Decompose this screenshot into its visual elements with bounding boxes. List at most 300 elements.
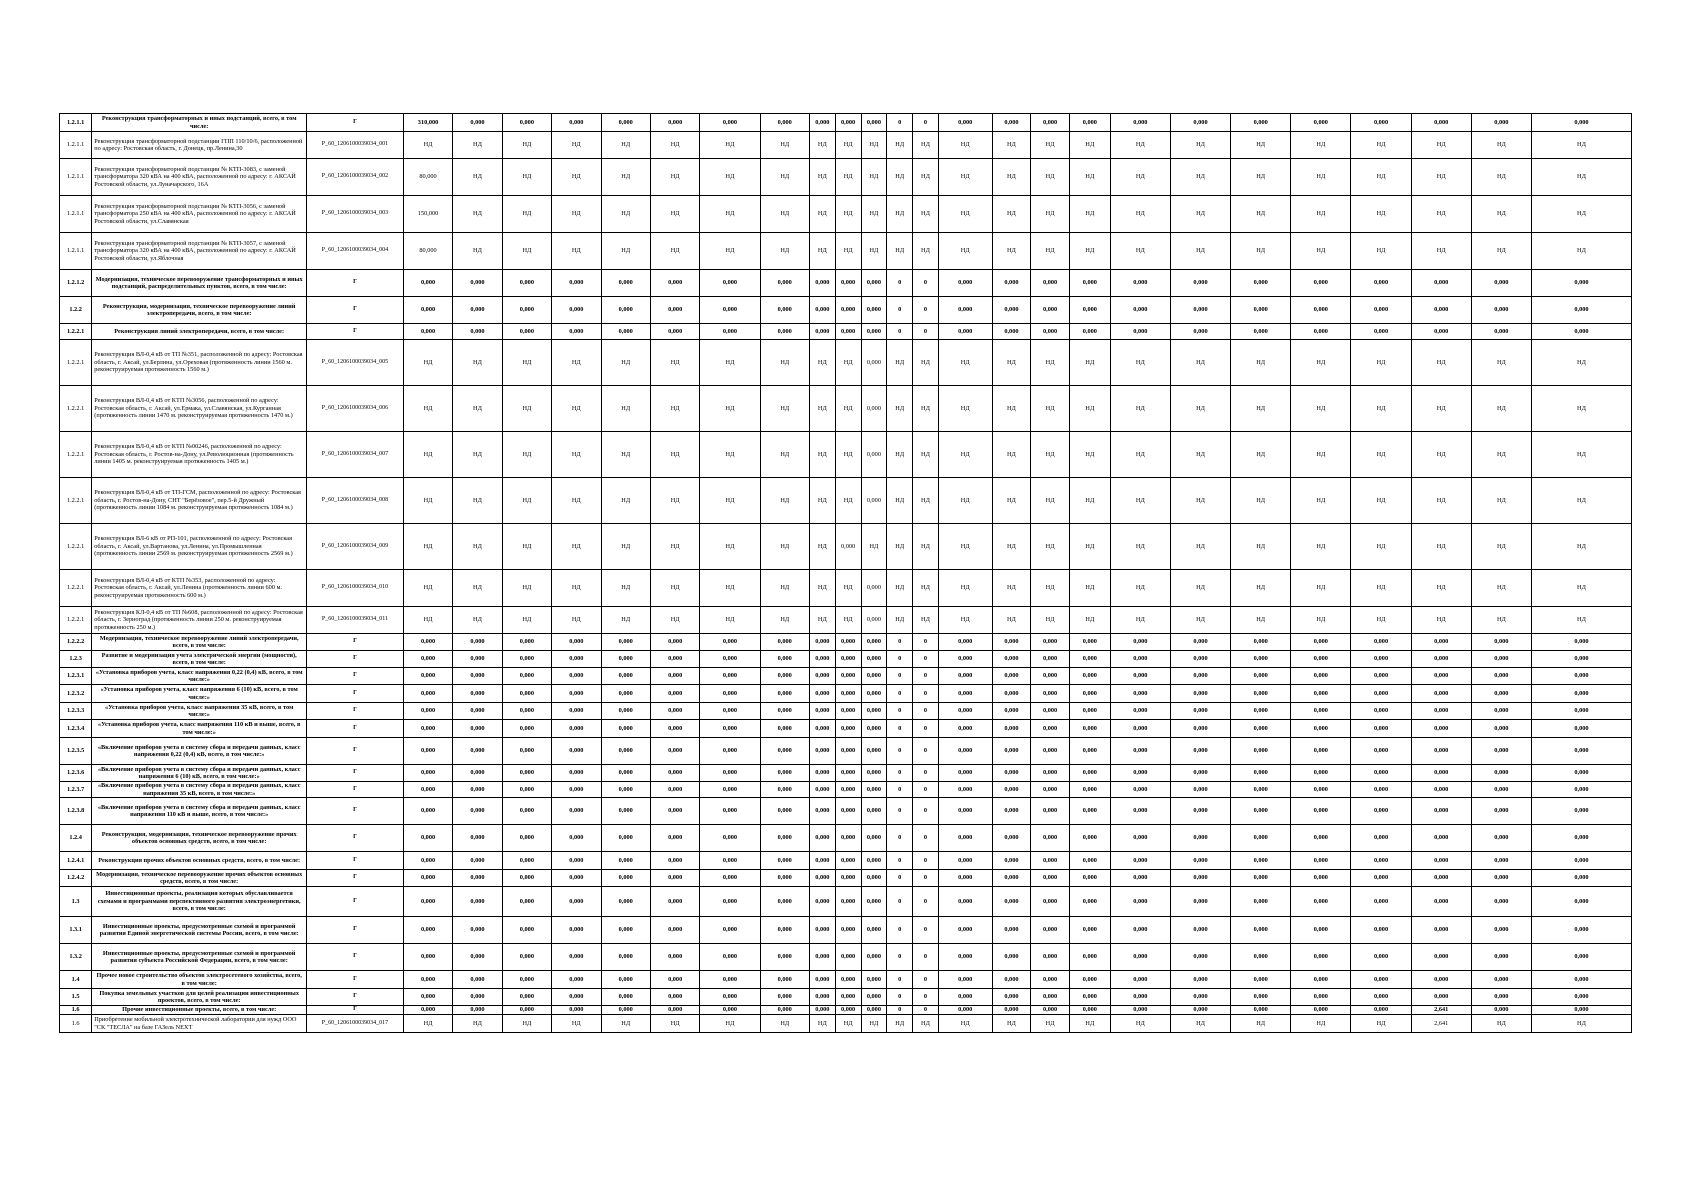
value-cell: 0,000 [1411, 944, 1471, 971]
value-cell: НД [1351, 386, 1411, 432]
value-cell: НД [809, 478, 835, 524]
value-cell: 0,000 [938, 720, 992, 738]
row-number: 1.2.2.1 [60, 432, 92, 478]
value-cell: 0,000 [1531, 270, 1631, 297]
value-cell: НД [552, 478, 601, 524]
value-cell: НД [938, 386, 992, 432]
value-cell: 0,000 [861, 782, 887, 798]
project-code: Г [307, 944, 404, 971]
value-cell: 0 [913, 765, 939, 782]
value-cell: НД [1069, 233, 1110, 270]
value-cell: 0 [887, 720, 913, 738]
value-cell: НД [1351, 233, 1411, 270]
value-cell: 0,000 [835, 324, 861, 340]
value-cell: НД [992, 132, 1031, 159]
project-name: Реконструкция трансформаторной подстанции № КТП-3056, с заменой трансформатора 250 кВА на 400 кВА, расположенной по адресу: г. АКСАЙ Ростовской области, ул.Славянская [92, 196, 307, 233]
value-cell: НД [403, 432, 452, 478]
value-cell: 0,000 [700, 720, 760, 738]
value-cell: 0 [913, 668, 939, 685]
value-cell: НД [913, 432, 939, 478]
value-cell: НД [453, 607, 502, 634]
value-cell: НД [1069, 524, 1110, 570]
value-cell: 0,000 [1110, 651, 1170, 668]
value-cell: 0,000 [552, 917, 601, 944]
value-cell: 0,000 [1411, 720, 1471, 738]
value-cell: 0,000 [601, 798, 650, 825]
value-cell: НД [913, 233, 939, 270]
value-cell: 0,000 [1231, 887, 1291, 917]
value-cell: 0,000 [861, 340, 887, 386]
project-name: Развитие и модернизация учета электрической энергии (мощности), всего, в том числе: [92, 651, 307, 668]
project-name: Модернизация, техническое перевооружение линий электропередачи, всего, в том числе: [92, 634, 307, 651]
value-cell: 0,000 [1231, 971, 1291, 989]
value-cell: 0,000 [1471, 870, 1531, 887]
value-cell: 0,000 [700, 765, 760, 782]
value-cell: 0 [887, 887, 913, 917]
value-cell: 0,000 [938, 782, 992, 798]
value-cell: НД [835, 386, 861, 432]
value-cell: 0,000 [1110, 971, 1170, 989]
value-cell: 0,000 [1031, 870, 1070, 887]
value-cell: НД [1031, 196, 1070, 233]
value-cell: 0,000 [1351, 887, 1411, 917]
value-cell: НД [650, 524, 699, 570]
value-cell: 0,000 [835, 524, 861, 570]
value-cell: 0,000 [809, 738, 835, 765]
value-cell: НД [1170, 570, 1230, 607]
value-cell: 0,000 [1110, 324, 1170, 340]
value-cell: НД [992, 233, 1031, 270]
value-cell: 0,000 [1351, 870, 1411, 887]
value-cell: 0,000 [1231, 738, 1291, 765]
value-cell: НД [835, 478, 861, 524]
table-row [60, 233, 1632, 270]
value-cell: 0,000 [938, 703, 992, 720]
project-name: «Установка приборов учета, класс напряжения 0,22 (0,4) кВ, всего, в том числе:» [92, 668, 307, 685]
value-cell: 0,000 [760, 870, 809, 887]
table-row [60, 607, 1632, 634]
value-cell: 0,000 [1531, 765, 1631, 782]
value-cell: 0,000 [1351, 114, 1411, 132]
value-cell: НД [1531, 159, 1631, 196]
value-cell: 0,000 [1069, 798, 1110, 825]
value-cell: НД [1411, 524, 1471, 570]
value-cell: 0,000 [1110, 1006, 1170, 1015]
value-cell: 0,000 [403, 870, 452, 887]
value-cell: НД [502, 607, 551, 634]
value-cell: 0,000 [760, 1006, 809, 1015]
value-cell: 0,000 [403, 1006, 452, 1015]
value-cell: 0 [913, 944, 939, 971]
value-cell: 0,000 [403, 720, 452, 738]
project-code: Г [307, 634, 404, 651]
value-cell: 0,000 [601, 634, 650, 651]
value-cell: 0,000 [552, 944, 601, 971]
value-cell: НД [835, 607, 861, 634]
value-cell: 0 [887, 651, 913, 668]
table-row [60, 114, 1632, 132]
value-cell: 0,000 [938, 270, 992, 297]
project-name: Реконструкция, модернизация, техническое перевооружение линий электропередачи, всего, в том числе: [92, 297, 307, 324]
value-cell: НД [835, 159, 861, 196]
table-row [60, 944, 1632, 971]
value-cell: НД [760, 570, 809, 607]
value-cell: 0,000 [1291, 720, 1351, 738]
project-code: Г [307, 703, 404, 720]
project-name: Покупка земельных участков для целей реализации инвестиционных проектов, всего, в том числе: [92, 989, 307, 1006]
value-cell: НД [760, 132, 809, 159]
value-cell: НД [1170, 386, 1230, 432]
table-row [60, 971, 1632, 989]
value-cell: 0,000 [1351, 651, 1411, 668]
value-cell: 0,000 [992, 634, 1031, 651]
value-cell: 0,000 [502, 825, 551, 852]
value-cell: 0,000 [835, 825, 861, 852]
table-row [60, 651, 1632, 668]
value-cell: 0,000 [1531, 703, 1631, 720]
value-cell: 0,000 [552, 798, 601, 825]
project-name: «Установка приборов учета, класс напряжения 35 кВ, всего, в том числе:» [92, 703, 307, 720]
value-cell: 0,000 [992, 917, 1031, 944]
project-name: Реконструкция ВЛ-0,4 кВ от КТП №3056, расположенной по адресу: Ростовская область, г. Аксай, ул.Ермака, ул.Славянская, ул.Курганная (протяженность линии 1470 м. реконструируемая протяженность 1470 м.) [92, 386, 307, 432]
value-cell: 0,000 [502, 270, 551, 297]
value-cell: 0,000 [1531, 870, 1631, 887]
value-cell: 0,000 [835, 971, 861, 989]
value-cell: НД [502, 1015, 551, 1033]
value-cell: 0,000 [1531, 825, 1631, 852]
value-cell: НД [1170, 607, 1230, 634]
value-cell: НД [861, 524, 887, 570]
value-cell: НД [938, 233, 992, 270]
value-cell: 0,000 [650, 870, 699, 887]
row-number: 1.2.3.5 [60, 738, 92, 765]
value-cell: 0,000 [835, 685, 861, 703]
value-cell: НД [1069, 570, 1110, 607]
project-name: Модернизация, техническое перевооружение прочих объектов основных средств, всего, в том числе: [92, 870, 307, 887]
value-cell: НД [552, 524, 601, 570]
value-cell: 0,000 [700, 782, 760, 798]
row-number: 1.3.2 [60, 944, 92, 971]
table-row [60, 887, 1632, 917]
value-cell: 0 [913, 852, 939, 870]
value-cell: 0,000 [601, 668, 650, 685]
value-cell: 0,000 [700, 685, 760, 703]
value-cell: 0,000 [1471, 782, 1531, 798]
value-cell: 0,000 [760, 782, 809, 798]
value-cell: 0,000 [1411, 917, 1471, 944]
value-cell: НД [938, 340, 992, 386]
value-cell: 0,000 [1471, 852, 1531, 870]
value-cell: НД [913, 386, 939, 432]
value-cell: 0,000 [1231, 917, 1291, 944]
table-row [60, 989, 1632, 1006]
value-cell: 0,000 [1069, 270, 1110, 297]
value-cell: 0,000 [1069, 651, 1110, 668]
value-cell: 0,000 [861, 703, 887, 720]
value-cell: НД [1231, 132, 1291, 159]
value-cell: НД [700, 570, 760, 607]
value-cell: 0,000 [1031, 270, 1070, 297]
value-cell: 0,000 [938, 738, 992, 765]
value-cell: 0,000 [938, 825, 992, 852]
value-cell: НД [601, 607, 650, 634]
value-cell: 150,000 [403, 196, 452, 233]
row-number: 1.6 [60, 1015, 92, 1033]
value-cell: 0,000 [1110, 798, 1170, 825]
value-cell: 0,000 [1411, 852, 1471, 870]
value-cell: 0,000 [1471, 825, 1531, 852]
value-cell: 0,000 [861, 432, 887, 478]
value-cell: 0,000 [453, 668, 502, 685]
value-cell: 0,000 [938, 917, 992, 944]
row-number: 1.2.4.1 [60, 852, 92, 870]
value-cell: НД [601, 1015, 650, 1033]
table-row [60, 524, 1632, 570]
value-cell: 0,000 [861, 765, 887, 782]
value-cell: 0,000 [809, 852, 835, 870]
value-cell: 0,000 [1231, 703, 1291, 720]
value-cell: 0,000 [1351, 1006, 1411, 1015]
table-row [60, 870, 1632, 887]
value-cell: 0,000 [601, 917, 650, 944]
value-cell: НД [1471, 432, 1531, 478]
value-cell: 0,000 [835, 870, 861, 887]
value-cell: НД [1471, 570, 1531, 607]
value-cell: 0,000 [1069, 324, 1110, 340]
value-cell: 0,000 [809, 703, 835, 720]
value-cell: 0,000 [1291, 944, 1351, 971]
row-number: 1.2.2 [60, 297, 92, 324]
value-cell: НД [1291, 570, 1351, 607]
value-cell: 0,000 [835, 297, 861, 324]
value-cell: НД [1351, 196, 1411, 233]
value-cell: 0,000 [552, 782, 601, 798]
value-cell: 0,000 [1291, 651, 1351, 668]
value-cell: 0 [913, 324, 939, 340]
value-cell: 0,000 [809, 971, 835, 989]
value-cell: 0,000 [861, 324, 887, 340]
value-cell: НД [1031, 524, 1070, 570]
value-cell: НД [1231, 432, 1291, 478]
value-cell: 0,000 [403, 782, 452, 798]
value-cell: 0,000 [809, 765, 835, 782]
project-code: Г [307, 917, 404, 944]
value-cell: 0,000 [601, 685, 650, 703]
value-cell: НД [502, 432, 551, 478]
value-cell: НД [1291, 386, 1351, 432]
value-cell: 0,000 [938, 765, 992, 782]
value-cell: 0,000 [1170, 297, 1230, 324]
value-cell: НД [809, 524, 835, 570]
table-row [60, 270, 1632, 297]
value-cell: НД [835, 340, 861, 386]
value-cell: 0,000 [403, 989, 452, 1006]
value-cell: НД [1170, 196, 1230, 233]
value-cell: НД [1471, 607, 1531, 634]
value-cell: 0,000 [861, 1006, 887, 1015]
value-cell: НД [1110, 524, 1170, 570]
value-cell: 0,000 [760, 297, 809, 324]
value-cell: 0,000 [760, 971, 809, 989]
value-cell: 0,000 [760, 798, 809, 825]
value-cell: 0,000 [552, 668, 601, 685]
table-row [60, 132, 1632, 159]
value-cell: НД [913, 196, 939, 233]
value-cell: НД [938, 1015, 992, 1033]
value-cell: 0,000 [1411, 738, 1471, 765]
project-name: Реконструкция трансформаторной подстанции № КТП-3083, с заменой трансформатора 320 кВА на 400 кВА, расположенной по адресу: г. АКСАЙ Ростовской области, ул.Луначарского, 16А [92, 159, 307, 196]
value-cell: 0,000 [1170, 324, 1230, 340]
value-cell: 0,000 [1411, 114, 1471, 132]
value-cell: 0 [887, 825, 913, 852]
value-cell: НД [887, 524, 913, 570]
project-code: P_60_1206100039034_007 [307, 432, 404, 478]
value-cell: 0,000 [650, 324, 699, 340]
table-row [60, 917, 1632, 944]
value-cell: 0,000 [700, 825, 760, 852]
value-cell: 0,000 [1110, 634, 1170, 651]
value-cell: 0,000 [760, 738, 809, 765]
value-cell: НД [1110, 570, 1170, 607]
value-cell: 0 [887, 270, 913, 297]
value-cell: 0,000 [1031, 917, 1070, 944]
value-cell: 0,000 [1471, 685, 1531, 703]
value-cell: 0,000 [1531, 114, 1631, 132]
value-cell: НД [1231, 524, 1291, 570]
value-cell: 0,000 [552, 989, 601, 1006]
row-number: 1.2.1.1 [60, 114, 92, 132]
value-cell: 0,000 [403, 887, 452, 917]
value-cell: 0,000 [1471, 720, 1531, 738]
table-row [60, 634, 1632, 651]
value-cell: 0,000 [992, 798, 1031, 825]
value-cell: 0,000 [700, 798, 760, 825]
project-code: Г [307, 887, 404, 917]
value-cell: 0,000 [1170, 917, 1230, 944]
value-cell: 0 [913, 651, 939, 668]
value-cell: 0,000 [601, 887, 650, 917]
value-cell: НД [1291, 607, 1351, 634]
value-cell: 0,000 [1110, 720, 1170, 738]
value-cell: 0,000 [992, 1006, 1031, 1015]
value-cell: 0,000 [1069, 944, 1110, 971]
value-cell: 0,000 [835, 1006, 861, 1015]
project-name: Реконструкция прочих объектов основных средств, всего, в том числе: [92, 852, 307, 870]
value-cell: НД [1531, 132, 1631, 159]
value-cell: НД [700, 196, 760, 233]
value-cell: 0,000 [861, 651, 887, 668]
value-cell: НД [601, 196, 650, 233]
value-cell: 0,000 [453, 917, 502, 944]
value-cell: 0,000 [453, 798, 502, 825]
value-cell: НД [861, 233, 887, 270]
value-cell: 0,000 [1471, 917, 1531, 944]
value-cell: 0 [913, 917, 939, 944]
value-cell: НД [650, 570, 699, 607]
value-cell: 0,000 [938, 634, 992, 651]
value-cell: НД [913, 607, 939, 634]
row-number: 1.2.3.2 [60, 685, 92, 703]
value-cell: 0,000 [1291, 765, 1351, 782]
value-cell: 0,000 [403, 651, 452, 668]
value-cell: НД [1351, 340, 1411, 386]
value-cell: 0,000 [1531, 1006, 1631, 1015]
value-cell: 0,000 [1170, 738, 1230, 765]
value-cell: НД [835, 233, 861, 270]
value-cell: НД [1351, 478, 1411, 524]
value-cell: НД [502, 132, 551, 159]
value-cell: НД [1031, 340, 1070, 386]
value-cell: 0,000 [861, 720, 887, 738]
value-cell: 0,000 [861, 917, 887, 944]
value-cell: 0,000 [502, 668, 551, 685]
value-cell: 0,000 [1231, 1006, 1291, 1015]
value-cell: НД [992, 607, 1031, 634]
value-cell: 0,000 [1031, 852, 1070, 870]
value-cell: 0,000 [601, 270, 650, 297]
value-cell: 2,641 [1411, 1015, 1471, 1033]
value-cell: 0,000 [650, 297, 699, 324]
project-code: Г [307, 685, 404, 703]
value-cell: 0,000 [700, 870, 760, 887]
row-number: 1.5 [60, 989, 92, 1006]
value-cell: НД [887, 478, 913, 524]
value-cell: 0,000 [1531, 798, 1631, 825]
value-cell: 0,000 [700, 651, 760, 668]
value-cell: НД [1411, 233, 1471, 270]
value-cell: 0,000 [650, 668, 699, 685]
row-number: 1.3 [60, 887, 92, 917]
table-row [60, 432, 1632, 478]
value-cell: 0,000 [403, 944, 452, 971]
value-cell: 0,000 [1031, 738, 1070, 765]
value-cell: 0,000 [1291, 685, 1351, 703]
value-cell: 0,000 [552, 297, 601, 324]
value-cell: 0,000 [938, 651, 992, 668]
value-cell: 0,000 [1069, 765, 1110, 782]
value-cell: НД [700, 233, 760, 270]
project-code: Г [307, 989, 404, 1006]
value-cell: 0,000 [1170, 887, 1230, 917]
value-cell: 0,000 [502, 1006, 551, 1015]
value-cell: 0,000 [1170, 703, 1230, 720]
value-cell: 0,000 [1170, 1006, 1230, 1015]
data-table [59, 113, 1632, 1033]
value-cell: 0,000 [835, 989, 861, 1006]
value-cell: 0,000 [403, 668, 452, 685]
value-cell: 0,000 [1110, 887, 1170, 917]
table-row [60, 703, 1632, 720]
value-cell: 0,000 [861, 297, 887, 324]
value-cell: 0 [887, 685, 913, 703]
value-cell: 0,000 [992, 782, 1031, 798]
value-cell: 0,000 [601, 989, 650, 1006]
value-cell: НД [809, 233, 835, 270]
value-cell: 0,000 [1031, 765, 1070, 782]
value-cell: 0,000 [1351, 668, 1411, 685]
value-cell: 0,000 [938, 798, 992, 825]
value-cell: 0,000 [1291, 782, 1351, 798]
value-cell: 0,000 [1471, 887, 1531, 917]
project-name: Реконструкция ВЛ-0,4 кВ от ТП №351, расположенной по адресу: Ростовская область, г. Аксай, ул.Берлина, ул.Ореховая (протяженность линии 1560 м. реконструируемая протяженность 1560 м.) [92, 340, 307, 386]
value-cell: НД [835, 432, 861, 478]
row-number: 1.2.4 [60, 825, 92, 852]
value-cell: 0,000 [1069, 989, 1110, 1006]
value-cell: 0,000 [992, 738, 1031, 765]
value-cell: 0,000 [809, 685, 835, 703]
project-code: P_60_1206100039034_003 [307, 196, 404, 233]
value-cell: 0,000 [403, 634, 452, 651]
